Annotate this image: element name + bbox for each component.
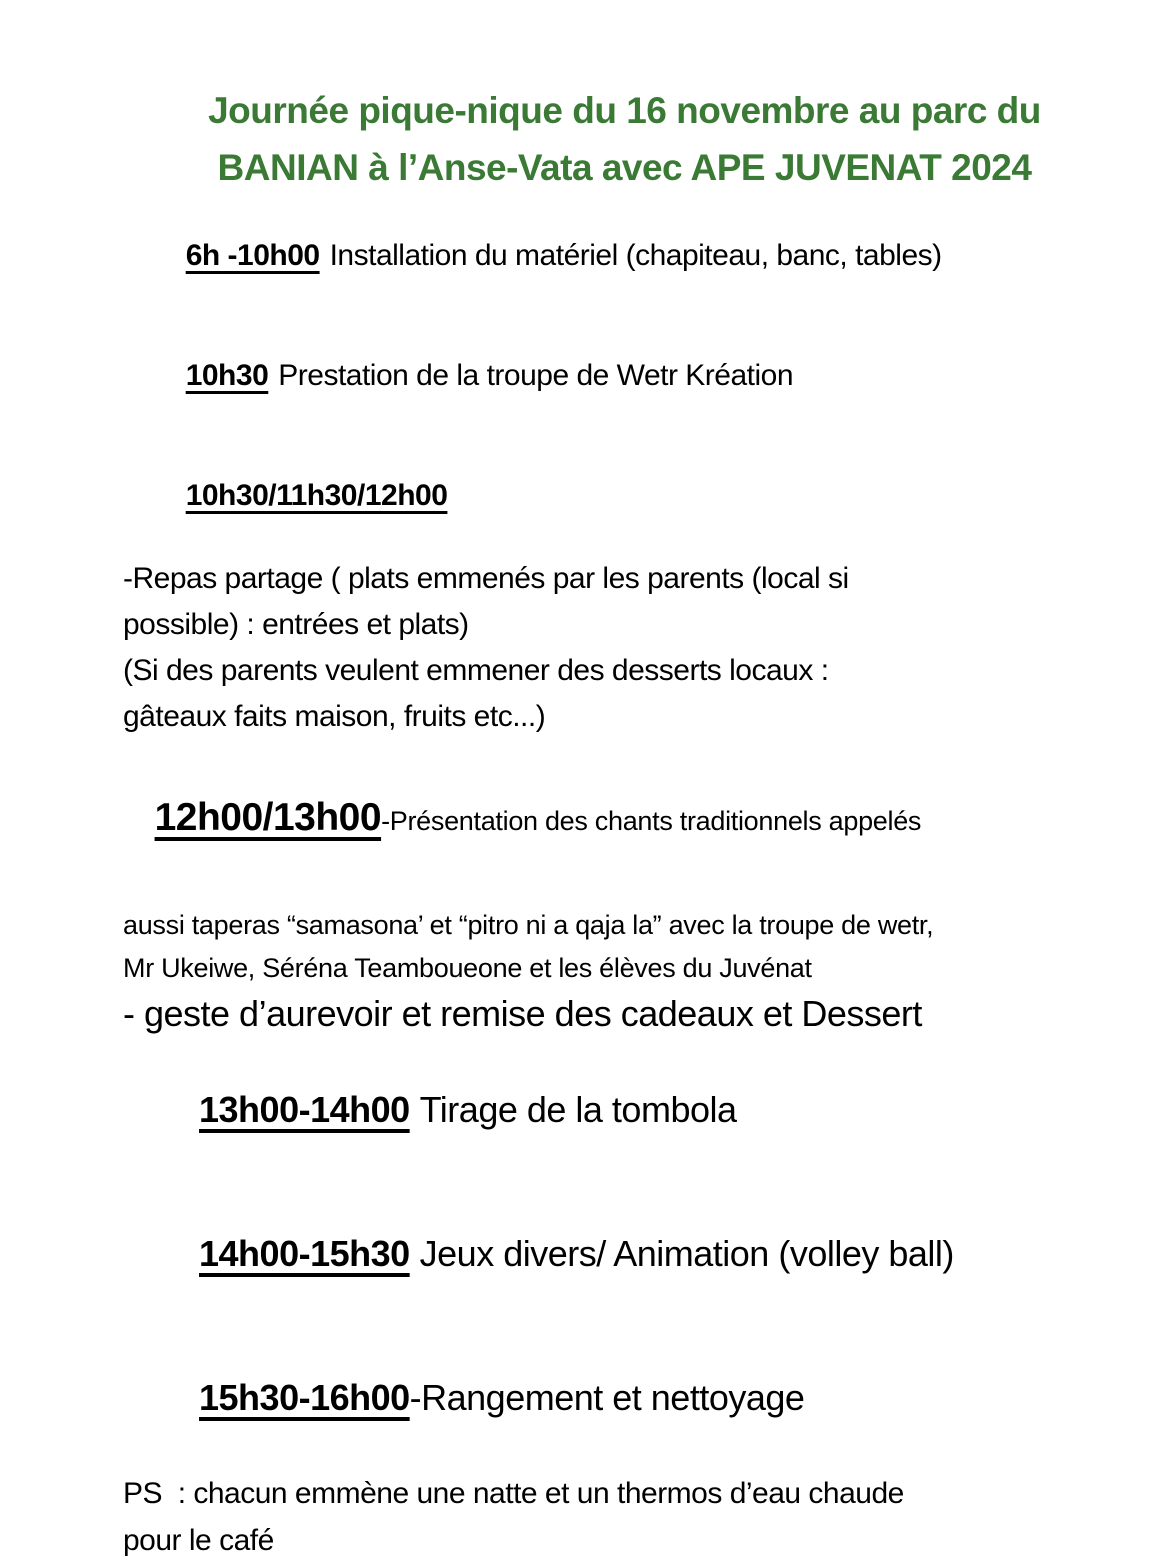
paragraph-repas-partage xyxy=(123,556,1126,648)
jeux-time-range: 14h00-15h30 xyxy=(199,1233,410,1274)
schedule-item-rangement xyxy=(123,1326,1126,1470)
ps-line1: PS : chacun emmène une natte et un thermos d’eau chaude xyxy=(123,1477,904,1510)
page-title-line2: BANIAN à l’Anse-Vata avec APE JUVENAT 2024 xyxy=(217,147,1032,188)
flyer-page xyxy=(0,82,1160,1557)
repas-line1: -Repas partage ( plats emmenés par les parents (local si xyxy=(123,562,849,595)
schedule-item-tombola xyxy=(123,1038,1126,1182)
geste-text: - geste d’aurevoir et remise des cadeaux et Dessert xyxy=(123,993,922,1034)
installation-time-range: 6h -10h00 xyxy=(185,239,320,272)
chants-line3: Mr Ukeiwe, Séréna Teamboueone et les élèves du Juvénat xyxy=(123,953,812,983)
rangement-time-range: 15h30-16h00 xyxy=(199,1377,410,1418)
slots-time-range: 10h30/11h30/12h00 xyxy=(185,479,448,512)
ps-line2: pour le café xyxy=(123,1524,274,1557)
paragraph-ps-note xyxy=(123,1470,1126,1564)
tombola-time-range: 13h00-14h00 xyxy=(199,1089,410,1130)
paragraph-geste-aurevoir xyxy=(123,990,1126,1038)
chants-line2: aussi taperas “samasona’ et “pitro ni a qaja la” avec la troupe de wetr, xyxy=(123,910,934,940)
chants-time-range: 12h00/13h00 xyxy=(154,796,382,839)
paragraph-desserts xyxy=(123,648,1126,740)
jeux-text: Jeux divers/ Animation (volley ball) xyxy=(419,1233,954,1274)
desserts-line1: (Si des parents veulent emmener des desserts locaux : xyxy=(123,654,829,687)
page-title-line1: Journée pique-nique du 16 novembre au parc du xyxy=(208,90,1041,131)
desserts-line2: gâteaux faits maison, fruits etc...) xyxy=(123,700,546,733)
rangement-text: -Rangement et nettoyage xyxy=(409,1377,805,1418)
prestation-time-range: 10h30 xyxy=(185,359,269,392)
prestation-text: Prestation de la troupe de Wetr Kréation xyxy=(278,359,794,392)
tombola-text: Tirage de la tombola xyxy=(419,1089,737,1130)
installation-text: Installation du matériel (chapiteau, banc, tables) xyxy=(329,239,942,272)
repas-line2: possible) : entrées et plats) xyxy=(123,608,469,641)
schedule-item-chants xyxy=(123,740,1126,990)
flyer-content xyxy=(0,82,1160,1564)
schedule-item-prestation xyxy=(123,316,1126,436)
schedule-item-installation xyxy=(123,196,1126,316)
page-title xyxy=(123,82,1126,196)
schedule-item-time-slots xyxy=(123,436,1126,556)
schedule-item-jeux xyxy=(123,1182,1126,1326)
chants-intro: -Présentation des chants traditionnels appelés xyxy=(381,806,922,836)
